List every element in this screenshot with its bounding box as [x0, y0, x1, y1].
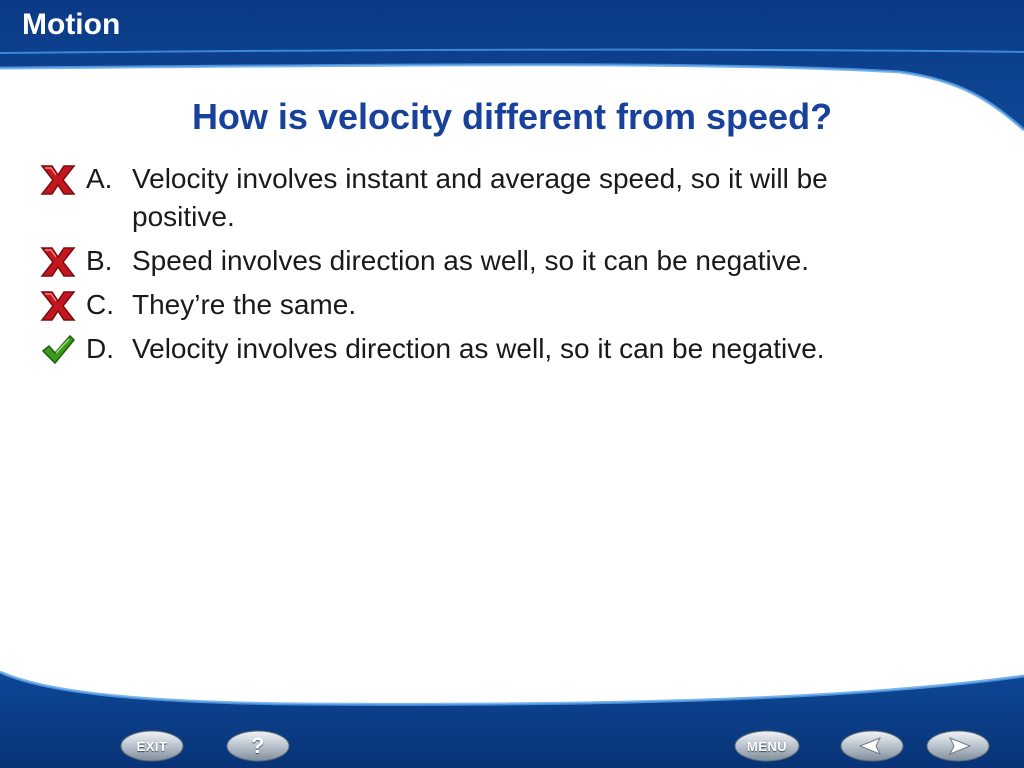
answer-option-d[interactable]	[40, 330, 940, 368]
menu-button[interactable]	[734, 730, 800, 762]
option-letter: D.	[86, 333, 114, 364]
option-letter: B.	[86, 245, 113, 276]
menu-label: MENU	[746, 738, 788, 754]
answer-option-a[interactable]	[40, 160, 940, 236]
option-text: Velocity involves instant and average speed, so it will be positive.	[132, 163, 828, 232]
checkmark-icon	[40, 333, 76, 367]
option-text: Speed involves direction as well, so it can be negative.	[132, 245, 810, 276]
option-letter: A.	[86, 163, 113, 194]
help-button[interactable]	[226, 730, 290, 762]
answer-option-b[interactable]	[40, 242, 940, 280]
x-mark-icon	[40, 289, 76, 323]
answer-options-list	[40, 160, 940, 374]
option-letter: C.	[86, 289, 114, 320]
back-button[interactable]	[840, 730, 904, 762]
exit-label: EXIT	[136, 738, 168, 754]
question-heading: How is velocity different from speed?	[191, 96, 833, 137]
back-arrow-icon	[840, 730, 904, 762]
section-title: Motion	[22, 8, 121, 41]
forward-arrow-icon	[926, 730, 990, 762]
help-label: ?	[251, 733, 265, 758]
option-text: They’re the same.	[132, 289, 357, 320]
x-mark-icon	[40, 245, 76, 279]
forward-button[interactable]	[926, 730, 990, 762]
x-mark-icon	[40, 163, 76, 197]
exit-button[interactable]	[120, 730, 184, 762]
answer-option-c[interactable]	[40, 286, 940, 324]
option-text: Velocity involves direction as well, so it can be negative.	[132, 333, 825, 364]
